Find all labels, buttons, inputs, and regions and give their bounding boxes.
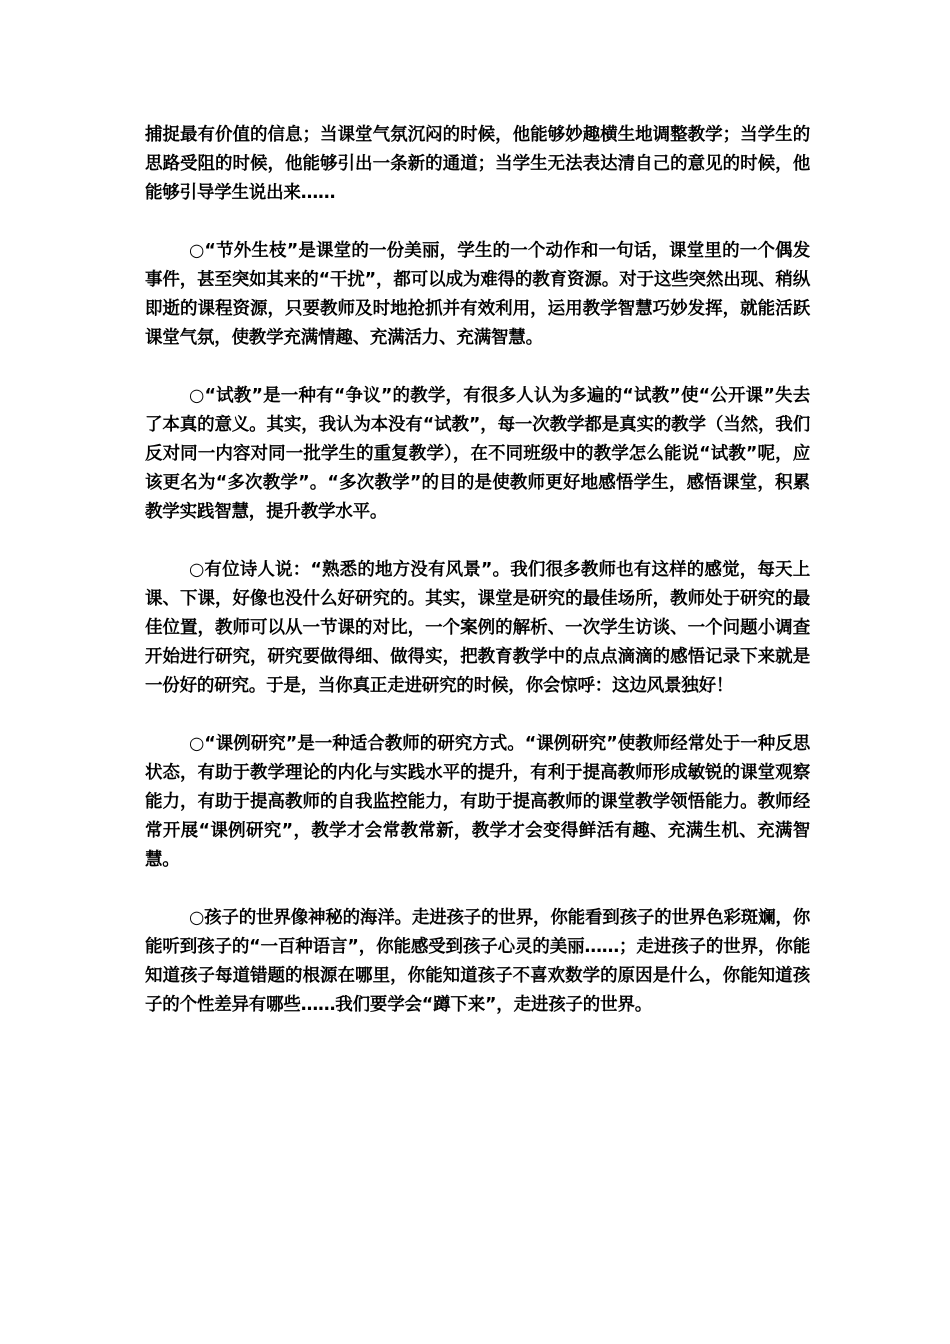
paragraph-childrens-world: ○孩子的世界像神秘的海洋。走进孩子的世界，你能看到孩子的世界色彩斑斓，你能听到孩子的“一百种语言”，你能感受到孩子心灵的美丽……；走进孩子的世界，你能知道孩子每道错题的根源在哪里，你能知道孩子不喜欢数学的原因是什么，你能知道孩子的个性差异有哪些……我们要学会“蹲下来”，走进孩子的世界。 [145, 908, 810, 1015]
paragraph-lesson-study: ○“课例研究”是一种适合教师的研究方式。“课例研究”使教师经常处于一种反思状态，有助于教学理论的内化与实践水平的提升，有利于提高教师形成敏锐的课堂观察能力，有助于提高教师的自我监控能力，有助于提高教师的课堂教学领悟能力。教师经常开展“课例研究”，教学才会常教常新，教学才会变得鲜活有趣、充满生机、充满智慧。 [145, 734, 810, 870]
paragraph-continuation: 捕捉最有价值的信息；当课堂气氛沉闷的时候，他能够妙趣横生地调整教学；当学生的思路受阻的时候，他能够引出一条新的通道；当学生无法表达清自己的意见的时候，他能够引导学生说出来…… [145, 125, 810, 203]
document-body [145, 121, 810, 1049]
paragraph-trial-teaching: ○“试教”是一种有“争议”的教学，有很多人认为多遍的“试教”使“公开课”失去了本真的意义。其实，我认为本没有“试教”，每一次教学都是真实的教学（当然，我们反对同一内容对同一批学生的重复教学），在不同班级中的教学怎么能说“试教”呢，应该更名为“多次教学”。“多次教学”的目的是使教师更好地感悟学生，感悟课堂，积累教学实践智慧，提升教学水平。 [145, 386, 810, 522]
paragraph-classroom-research: ○有位诗人说：“熟悉的地方没有风景”。我们很多教师也有这样的感觉，每天上课、下课，好像也没什么好研究的。其实，课堂是研究的最佳场所，教师处于研究的最佳位置，教师可以从一节课的对比，一个案例的解析、一次学生访谈、一个问题小调查开始进行研究，研究要做得细、做得实，把教育教学中的点点滴滴的感悟记录下来就是一份好的研究。于是，当你真正走进研究的时候，你会惊呼：这边风景独好！ [145, 560, 810, 696]
paragraph-unexpected-events: ○“节外生枝”是课堂的一份美丽，学生的一个动作和一句话，课堂里的一个偶发事件，甚至突如其来的“干扰”，都可以成为难得的教育资源。对于这些突然出现、稍纵即逝的课程资源，只要教师及时地抢抓并有效利用，运用教学智慧巧妙发挥，就能活跃课堂气氛，使教学充满情趣、充满活力、充满智慧。 [145, 241, 810, 348]
